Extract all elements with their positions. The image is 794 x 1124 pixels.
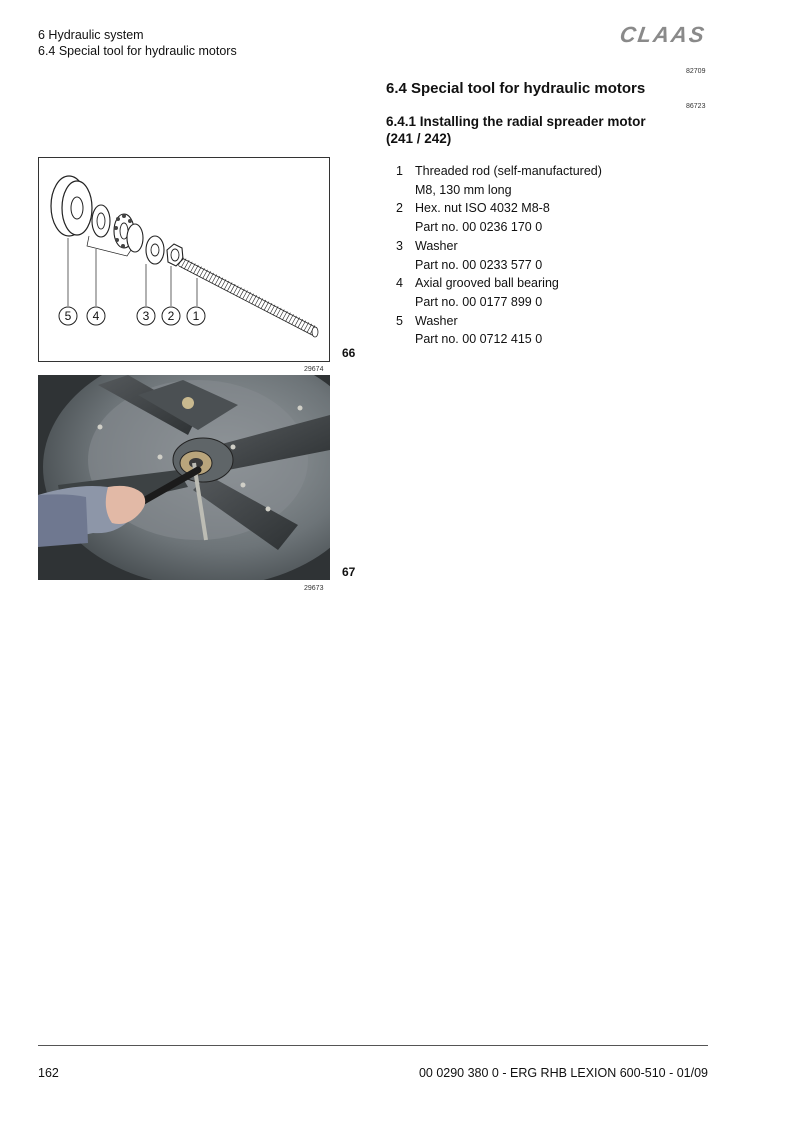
- chapter-title: 6 Hydraulic system: [38, 28, 144, 42]
- list-item: 5 Washer: [396, 313, 458, 328]
- section-title: 6.4 Special tool for hydraulic motors: [38, 44, 237, 58]
- figure-number: 67: [342, 565, 356, 579]
- ref-number: 86723: [686, 103, 706, 110]
- list-item: 3 Washer: [396, 238, 458, 253]
- figure-code: 29673: [304, 585, 324, 592]
- installation-photo: [38, 375, 330, 580]
- document-id: 00 0290 380 0 - ERG RHB LEXION 600-510 - 01/09: [418, 1066, 708, 1080]
- callout-2: 2: [167, 309, 175, 323]
- callout-5: 5: [64, 309, 72, 323]
- brand-logo: CLAAS: [618, 22, 708, 47]
- list-item: Part no. 00 0233 577 0: [415, 257, 543, 272]
- callout-3: 3: [142, 309, 150, 323]
- parts-list: [386, 162, 602, 349]
- figure-exploded-tool: [38, 157, 330, 362]
- list-item: 1 Threaded rod (self-manufactured): [396, 164, 602, 178]
- footer-divider: [38, 1045, 708, 1046]
- subsection-heading: 6.4.1 Installing the radial spreader motor (241 / 242): [386, 114, 646, 146]
- list-item: Part no. 00 0236 170 0: [415, 220, 543, 235]
- list-item: Part no. 00 0712 415 0: [415, 332, 543, 347]
- callout-4: 4: [92, 309, 100, 323]
- figure-number: 66: [342, 346, 356, 360]
- list-item: Part no. 00 0177 899 0: [415, 294, 543, 309]
- list-item: 2 Hex. nut ISO 4032 M8-8: [396, 201, 550, 216]
- list-item: M8, 130 mm long: [415, 182, 512, 197]
- callout-1: 1: [192, 309, 200, 323]
- ref-number: 82709: [686, 68, 706, 75]
- figure-installation-photo: [38, 375, 330, 580]
- list-item: 4 Axial grooved ball bearing: [396, 276, 559, 291]
- exploded-diagram: [39, 158, 329, 361]
- figure-code: 29674: [304, 366, 324, 373]
- page-number: 162: [38, 1066, 59, 1080]
- section-heading: 6.4 Special tool for hydraulic motors: [386, 80, 646, 97]
